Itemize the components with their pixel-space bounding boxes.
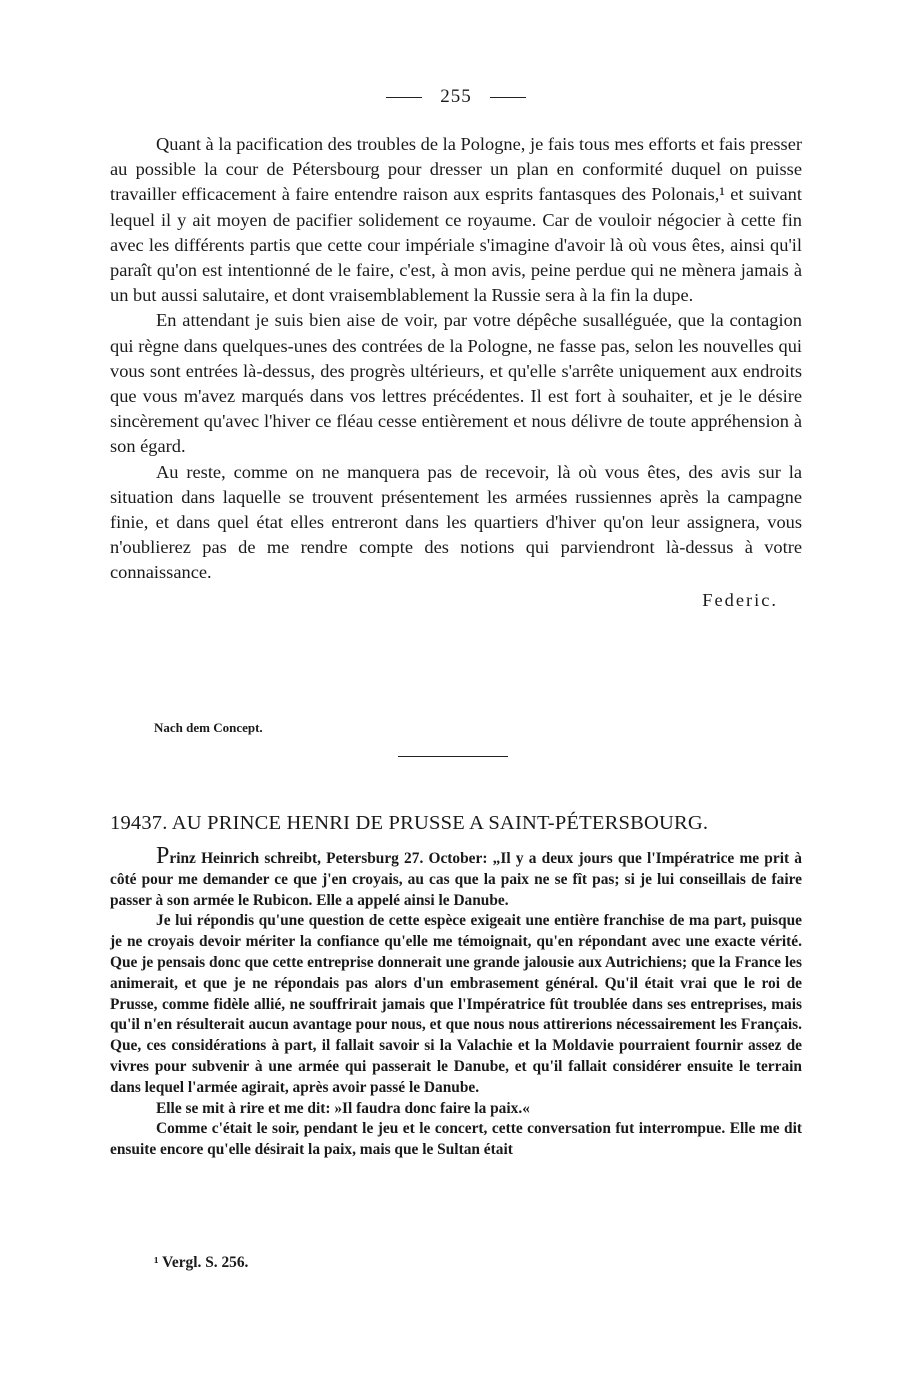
note-dropcap: P — [156, 843, 170, 869]
note-paragraph-1 — [110, 843, 802, 911]
source-note: Nach dem Concept. — [154, 720, 263, 735]
letter-paragraph-1: Quant à la pacification des troubles de la Pologne, je fais tous mes efforts et fais presser au possible la cour de Pétersbourg pour dresser un plan en conformité duquel on puisse travailler efficacement à faire entendre raison aux esprits fantasques des Polonais,¹ et suivant lequel il y ait moyen de pacifier solidement ce royaume. Car de vouloir négocier à cette fin avec les différents partis que cette cour impériale s'imagine d'avoir là où vous êtes, ainsi qu'il paraît qu'on est intentionné de le faire, c'est, à mon avis, peine perdue qui ne mènera jamais à un but aussi salutaire, et dont vraisemblablement la Russie sera à la fin la dupe. — [110, 134, 802, 306]
page-number-dash-left — [386, 97, 422, 98]
note-paragraph-4: Comme c'était le soir, pendant le jeu et le concert, cette conversation fut interrompue. Elle me dit ensuite encore qu'elle désirait la paix, mais que le Sultan était — [110, 1120, 802, 1159]
letter-body — [110, 132, 802, 608]
note-paragraph-1-text: rinz Heinrich schreibt, Petersburg 27. October: „Il y a deux jours que l'Impératrice me prit à côté pour me demander ce que j'en croyais, au cas que la paix ne se fît pas; si je lui conseillais de faire passer à son armée le Rubicon. Elle a appelé ainsi le Danube. — [110, 850, 802, 909]
section-divider — [398, 756, 508, 757]
section-heading: 19437. AU PRINCE HENRI DE PRUSSE A SAINT-PÉTERSBOURG. — [110, 812, 709, 834]
editorial-note — [110, 843, 802, 1161]
footnote: ¹ Vergl. S. 256. — [154, 1254, 249, 1271]
page-number: 255 — [440, 86, 472, 107]
letter-paragraph-2: En attendant je suis bien aise de voir, par votre dépêche susalléguée, que la contagion qui règne dans quelques-unes des contrées de la Pologne, ne fasse pas, selon les nouvelles qui vous sont entrées là-dessus, des progrès ultérieurs, et qu'elle s'arrête uniquement aux endroits que vous m'avez marqués dans vos lettres précédentes. Il est fort à souhaiter, et je le désire sincèrement qu'avec l'hiver ce fléau cesse entièrement et nous délivre de toute appréhension à son égard. — [110, 310, 802, 457]
signature: Federic. — [702, 589, 778, 610]
page-number-dash-right — [490, 97, 526, 98]
signature-row — [110, 586, 802, 608]
letter-paragraph-3: Au reste, comme on ne manquera pas de recevoir, là où vous êtes, des avis sur la situation dans laquelle se trouvent présentement les armées russiennes après la campagne finie, et dans quel état elles entreront dans les quartiers d'hiver qu'on leur assignera, vous n'oublierez pas de me rendre compte des notions qui parviendront là-dessus à votre connaissance. — [110, 461, 802, 583]
note-paragraph-2: Je lui répondis qu'une question de cette espèce exigeait une entière franchise de ma part, puisque je ne croyais devoir mériter la confiance qu'elle me témoignait, qu'en répondant avec une exacte vérité. Que je pensais donc que cette entreprise donnerait une grande jalousie aux Autrichiens; que la France les animerait, et que je ne répondais pas alors d'un embrasement général. Qu'il était vrai que le roi de Prusse, comme fidèle allié, ne souffrirait jamais que l'Impératrice fût troublée dans ses entreprises, mais qu'il n'en résulterait aucun avantage pour nous, et que nous nous attirerions nécessairement les Français. Que, ces considérations à part, il fallait savoir si la Valachie et la Moldavie pourraient fournir assez de vivres pour subvenir à une armée qui passerait le Danube, et qu'il fallait considérer ensuite le terrain dans lequel l'armée agirait, après avoir passé le Danube. — [110, 912, 802, 1096]
page-number-line — [110, 86, 802, 108]
note-paragraph-3: Elle se mit à rire et me dit: »Il faudra donc faire la paix.« — [156, 1099, 530, 1117]
